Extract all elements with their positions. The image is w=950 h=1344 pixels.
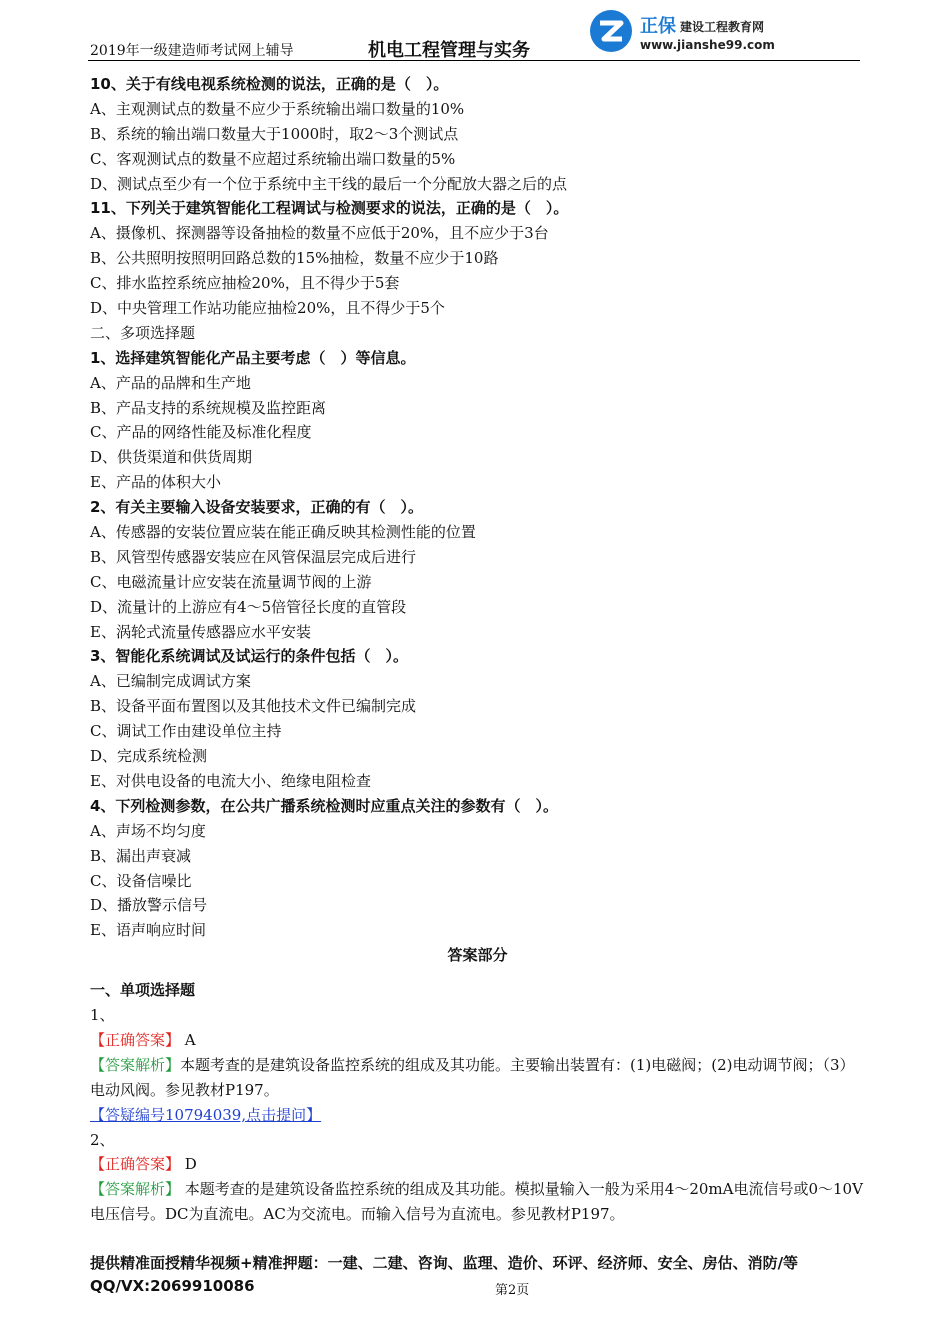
footer-promo-text: 提供精准面授精华视频+精准押题：一建、二建、咨询、监理、造价、环评、经济师、安全、房估、消防/等 <box>90 1254 799 1272</box>
answer-2-analysis <box>90 1177 865 1227</box>
page-header <box>88 0 860 62</box>
question-stem: 3、智能化系统调试及试运行的条件包括（ ）。 <box>90 647 408 666</box>
question-line: A、主观测试点的数量不应少于系统输出端口数量的10% <box>90 99 465 118</box>
question-line: A、传感器的安装位置应装在能正确反映其检测性能的位置 <box>90 523 476 542</box>
question-line: A、产品的品牌和生产地 <box>90 373 251 392</box>
question-line: 二、多项选择题 <box>90 323 196 342</box>
question-line: B、漏出声衰减 <box>90 846 192 865</box>
answer-1-analysis-text: 本题考查的是建筑设备监控系统的组成及其功能。主要输出装置有：(1)电磁阀；(2)电动调节阀；（3）电动风阀。参见教材P197。 <box>90 1055 855 1099</box>
question-line: B、系统的输出端口数量大于1000时，取2～3个测试点 <box>90 124 459 143</box>
answer-1-correct-value: A <box>180 1030 196 1049</box>
logo-brand-subtitle: 建设工程教育网 <box>680 20 765 34</box>
question-line: B、产品支持的系统规模及监控距离 <box>90 398 327 417</box>
question-line: E、产品的体积大小 <box>90 473 221 492</box>
site-logo[interactable] <box>588 8 858 54</box>
page-number: 第2页 <box>495 1283 530 1298</box>
question-line: C、客观测试点的数量不应超过系统输出端口数量的5% <box>90 149 456 168</box>
answer-2-analysis-label: 【答案解析】 <box>90 1180 181 1199</box>
question-line: E、语声响应时间 <box>90 921 206 940</box>
question-stem: 11、下列关于建筑智能化工程调试与检测要求的说法，正确的是（ ）。 <box>90 199 569 218</box>
question-line: D、播放警示信号 <box>90 896 208 915</box>
question-line: B、公共照明按照明回路总数的15%抽检，数量不应少于10路 <box>90 249 499 268</box>
header-subject-title: 机电工程管理与实务 <box>368 40 530 61</box>
question-line: E、涡轮式流量传感器应水平安装 <box>90 622 311 641</box>
answer-section-title: 答案部分 <box>447 946 508 965</box>
question-list <box>90 72 865 943</box>
answer-2-correct-label: 【正确答案】 <box>90 1155 181 1174</box>
question-line: D、测试点至少有一个位于系统中主干线的最后一个分配放大器之后的点 <box>90 174 568 193</box>
header-exam-title: 2019年一级建造师考试网上辅导 <box>90 43 294 59</box>
answer-1-analysis-label: 【答案解析】 <box>90 1055 181 1074</box>
footer-bottom-row <box>90 1277 865 1301</box>
question-line: C、设备信噪比 <box>90 871 192 890</box>
question-line: C、调试工作由建设单位主持 <box>90 722 282 741</box>
question-stem: 1、选择建筑智能化产品主要考虑（ ）等信息。 <box>90 348 416 367</box>
answer-2-analysis-text: 本题考查的是建筑设备监控系统的组成及其功能。模拟量输入一般为采用4～20mA电流信号或0～10V电压信号。DC为直流电。AC为交流电。而输入信号为直流电。参见教材P197。 <box>90 1180 863 1224</box>
question-line: C、电磁流量计应安装在流量调节阀的上游 <box>90 572 372 591</box>
question-line: D、供货渠道和供货周期 <box>90 448 253 467</box>
answer-2-number: 2、 <box>90 1130 115 1149</box>
answer-1-question-link-row <box>90 1103 865 1128</box>
answer-1-question-link[interactable]: 【答疑编号10794039,点击提问】 <box>90 1105 322 1124</box>
page-footer <box>90 1252 865 1301</box>
question-stem: 10、关于有线电视系统检测的说法，正确的是（ ）。 <box>90 75 449 93</box>
question-stem: 2、有关主要输入设备安装要求，正确的有（ ）。 <box>90 498 423 517</box>
question-line: D、流量计的上游应有4～5倍管径长度的直管段 <box>90 597 407 616</box>
question-line: A、已编制完成调试方案 <box>90 672 251 691</box>
answer-1-analysis <box>90 1053 865 1103</box>
question-line: B、风管型传感器安装应在风管保温层完成后进行 <box>90 547 417 566</box>
logo-brand-name: 正保 <box>640 16 676 37</box>
footer-contact: QQ/VX:2069910086 <box>90 1277 255 1295</box>
answer-2-correct <box>90 1152 865 1177</box>
question-stem: 4、下列检测参数，在公共广播系统检测时应重点关注的参数有（ ）。 <box>90 796 558 815</box>
question-line: D、完成系统检测 <box>90 747 208 766</box>
question-line: A、声场不均匀度 <box>90 821 206 840</box>
answer-1-correct <box>90 1028 865 1053</box>
question-line: C、产品的网络性能及标准化程度 <box>90 423 312 442</box>
logo-z-icon <box>588 8 634 54</box>
answer-1-number: 1、 <box>90 1006 115 1025</box>
question-line: D、中央管理工作站功能应抽检20%，且不得少于5个 <box>90 299 445 318</box>
answer-subsection-title: 一、单项选择题 <box>90 981 196 1000</box>
question-line: B、设备平面布置图以及其他技术文件已编制完成 <box>90 697 417 716</box>
logo-url: www.jianshe99.com <box>640 38 775 52</box>
question-line: A、摄像机、探测器等设备抽检的数量不应低于20%，且不应少于3台 <box>90 224 549 243</box>
answer-2-correct-value: D <box>180 1155 197 1174</box>
question-line: C、排水监控系统应抽检20%，且不得少于5套 <box>90 274 400 293</box>
answer-1-correct-label: 【正确答案】 <box>90 1030 181 1049</box>
header-divider <box>88 60 860 61</box>
question-line: E、对供电设备的电流大小、绝缘电阻检查 <box>90 771 371 790</box>
document-body <box>90 72 865 1227</box>
